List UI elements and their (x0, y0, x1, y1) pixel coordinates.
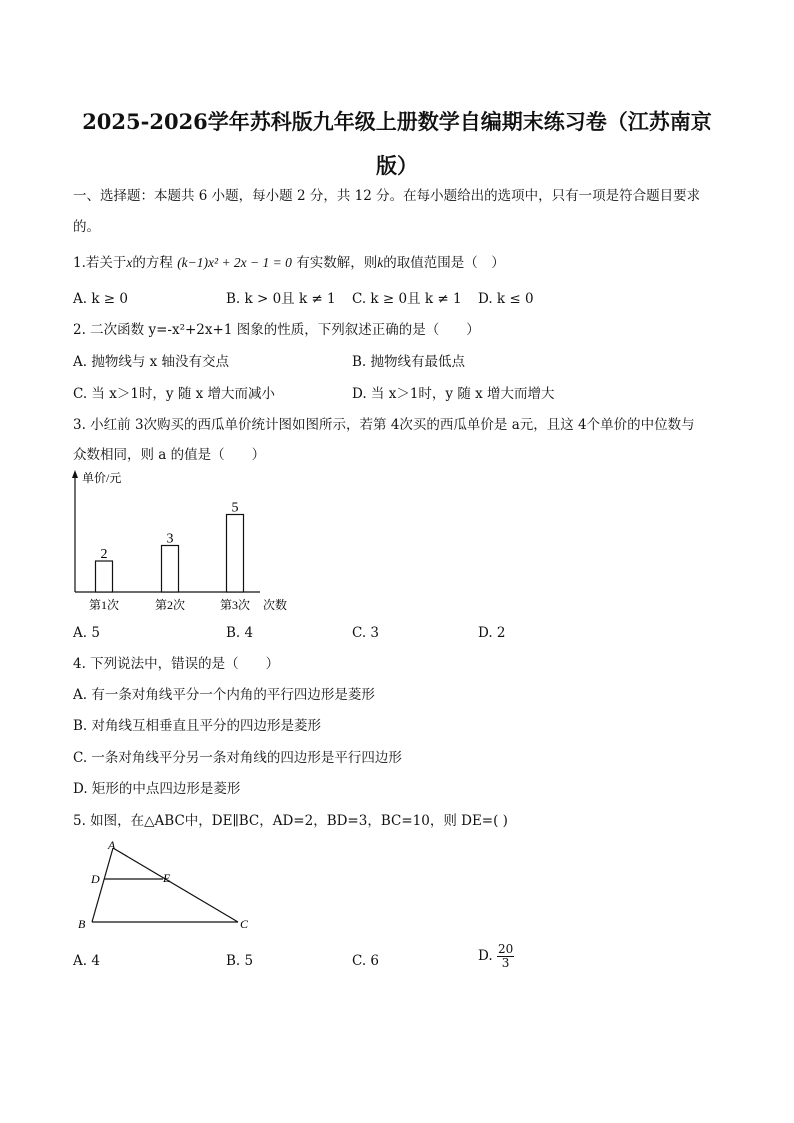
section-heading-line-1: 一、选择题：本题共 6 小题，每小题 2 分，共 12 分。在每小题给出的选项中，只有一项是符合题目要求 (73, 188, 701, 204)
question-3-stem-line-1: 3. 小红前 3次购买的西瓜单价统计图如图所示，若第 4次买的西瓜单价是 a元，且这 4个单价的中位数与 (73, 417, 695, 433)
q1-mid: 的方程 (132, 255, 173, 271)
q2-option-b: B. 抛物线有最低点 (352, 354, 466, 370)
chart-x-label: 次数 (263, 598, 288, 612)
section-heading-line-2: 的。 (73, 219, 100, 235)
q4-option-b: B. 对角线互相垂直且平分的四边形是菱形 (73, 718, 322, 734)
bar-value-label-3: 5 (231, 500, 239, 516)
q4-option-c: C. 一条对角线平分另一条对角线的四边形是平行四边形 (73, 750, 402, 766)
category-label-3: 第3次 (219, 598, 251, 612)
question-3-stem-line-2: 众数相同，则 a 的值是（ ） (73, 447, 266, 463)
chart-y-label: 单价/元 (82, 471, 122, 485)
side-ac (113, 848, 238, 922)
label-a: A (108, 838, 116, 852)
q3-option-a: A. 5 (73, 625, 100, 641)
q5-option-d-prefix: D. (478, 948, 493, 964)
q1-suffix: 的取值范围是（ ） (383, 255, 505, 271)
q1-var-k: k (377, 255, 384, 270)
chart-y-axis-arrow (72, 470, 78, 478)
page-title (72, 100, 722, 188)
fraction-denominator: 3 (501, 956, 510, 970)
bar-3 (227, 515, 244, 593)
label-b: B (78, 917, 86, 931)
q2-option-a: A. 抛物线与 x 轴没有交点 (73, 354, 230, 370)
q3-option-d: D. 2 (478, 625, 506, 641)
q1-var-x: x (126, 255, 133, 270)
bar-1 (96, 561, 113, 592)
q2-option-c: C. 当 x＞1时，y 随 x 增大而减小 (73, 386, 276, 402)
q5-option-d (478, 943, 514, 970)
q1-option-a: A. k ≥ 0 (73, 291, 128, 307)
category-label-2: 第2次 (154, 598, 186, 612)
q1-prefix: 1.若关于 (73, 255, 127, 271)
q5-option-a: A. 4 (73, 953, 100, 969)
bar-value-label-2: 3 (166, 531, 174, 547)
fraction-numerator: 20 (497, 942, 514, 956)
bar-2 (162, 546, 179, 593)
q1-option-b: B. k > 0且 k ≠ 1 (226, 291, 336, 307)
q5-option-b: B. 5 (226, 953, 254, 969)
q5-triangle-figure (70, 838, 260, 934)
q5-option-c: C. 6 (352, 953, 380, 969)
q2-option-d: D. 当 x＞1时，y 随 x 增大而增大 (352, 386, 555, 402)
q3-option-b: B. 4 (226, 625, 254, 641)
bar-value-label-1: 2 (100, 547, 108, 562)
question-4-stem: 4. 下列说法中，错误的是（ ） (73, 656, 280, 672)
q3-option-c: C. 3 (352, 625, 380, 641)
question-1-stem (73, 254, 505, 272)
title-line-2: 版） (376, 153, 418, 178)
category-label-1: 第1次 (88, 598, 120, 612)
q1-option-c: C. k ≥ 0且 k ≠ 1 (352, 291, 462, 307)
label-e: E (163, 871, 171, 885)
q5-option-d-fraction (497, 943, 514, 970)
title-line-1: 2025-2026学年苏科版九年级上册数学自编期末练习卷（江苏南京 (82, 109, 712, 134)
label-d: D (91, 872, 100, 886)
q1-equation: (k−1)x² + 2x − 1 = 0 (177, 255, 292, 270)
q3-bar-chart (60, 464, 310, 616)
label-c: C (240, 917, 249, 931)
q4-option-d: D. 矩形的中点四边形是菱形 (73, 781, 241, 797)
q1-after: 有实数解，则 (296, 255, 378, 271)
question-5-stem: 5. 如图，在△ABC中，DE∥BC，AD=2，BD=3，BC=10，则 DE=( ) (73, 813, 508, 829)
question-2-stem: 2. 二次函数 y=-x²+2x+1 图象的性质，下列叙述正确的是（ ） (73, 322, 480, 338)
q1-option-d: D. k ≤ 0 (478, 291, 534, 307)
q4-option-a: A. 有一条对角线平分一个内角的平行四边形是菱形 (73, 687, 375, 703)
